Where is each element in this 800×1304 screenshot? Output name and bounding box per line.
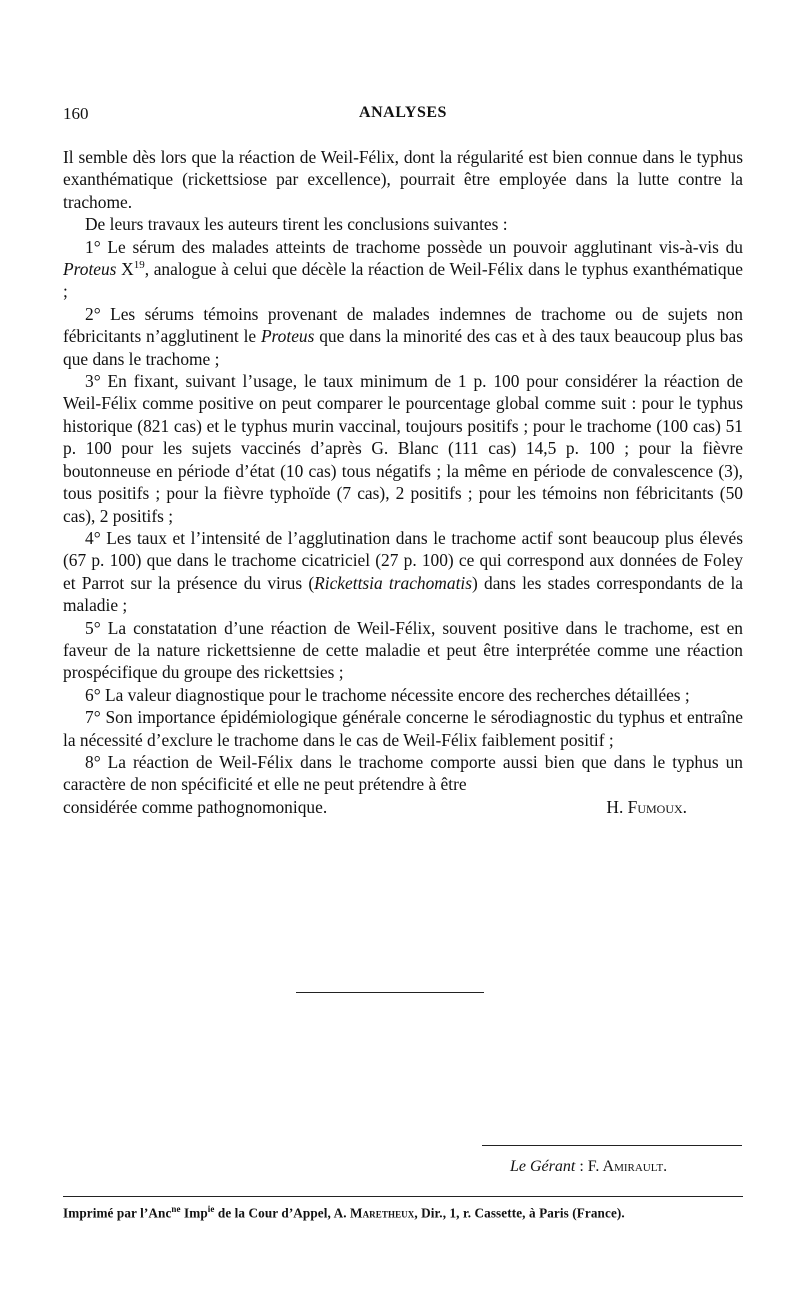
paragraph-conclusions-lead: De leurs travaux les auteurs tirent les conclusions suivantes :: [85, 214, 508, 235]
species-name: Proteus: [63, 259, 117, 280]
conclusion-item-1: 1° Le sérum des malades atteints de trachome possède un pouvoir agglutinant vis-à-vis du Proteus $X^{19}$, analogue à celui que décèle la réaction de Weil-Félix dans le typhus exanthématique ;: [63, 236, 743, 302]
printer-name: Maretheux: [350, 1205, 415, 1221]
conclusion-item-8-end: considérée comme pathognomonique.: [63, 796, 328, 817]
author-signature: H. Fumoux.: [606, 796, 687, 817]
conclusion-item-8: 8° La réaction de Weil-Félix dans le trachome comporte aussi bien que dans le typhus un caractère de non spécificité et elle ne peut prétendre à être: [63, 751, 743, 795]
conclusion-item-6: 6° La valeur diagnostique pour le trachome nécessite encore des recherches détaillées ;: [85, 684, 690, 705]
printer-imprint: Imprimé par l’Anc$^{ne}$ Imp$^{ie}$ de la Cour d’Appel, A. Maretheux, Dir., 1, r. Cassette, à Paris (France).: [63, 1204, 625, 1221]
page-number: 160: [63, 104, 89, 123]
conclusion-item-5: 5° La constatation d’une réaction de Weil-Félix, souvent positive dans le trachome, est en faveur de la nature rickettsienne de cette maladie et peut être interprétée comme une réaction prospécifique du groupe des rickettsies ;: [63, 617, 743, 683]
imprint-rule: [63, 1196, 743, 1197]
species-name: Rickettsia trachomatis: [314, 572, 472, 593]
paragraph-intro: Il semble dès lors que la réaction de Weil-Félix, dont la régularité est bien connue dans le typhus exanthématique (rickettsiose par excellence), pourrait être employée dans la lutte contre la trachome.: [63, 147, 743, 212]
gerant-rule: [482, 1145, 742, 1146]
signature-line: [63, 796, 743, 818]
conclusion-item-2: 2° Les sérums témoins provenant de malades indemnes de trachome ou de sujets non fébricitants n’agglutinent le Proteus que dans la minorité des cas et à des taux beaucoup plus bas que dans le trachome ;: [63, 303, 743, 369]
running-title: ANALYSES: [359, 104, 447, 121]
conclusion-item-3: 3° En fixant, suivant l’usage, le taux minimum de 1 p. 100 pour considérer la réaction de Weil-Félix comme positive on peut comparer le pourcentage global comme suit : pour le typhus historique (821 cas) et le typhus murin vaccinal, toujours positifs ; pour le trachome (100 cas) 51 p. 100 pour les sujets vaccinés d’après G. Blanc (111 cas) 14,5 p. 100 ; pour la fièvre boutonneuse en période d’état (10 cas) tous négatifs ; la même en période de convalescence (3), tous positifs ; pour la fièvre typhoïde (7 cas), 2 positifs ; pour les témoins non fébricitants (50 cas), 2 positifs ;: [63, 371, 743, 526]
gerant-line: Le Gérant : F. Amirault.: [510, 1158, 668, 1175]
section-divider: [296, 992, 484, 993]
article-body: [63, 146, 743, 818]
gerant-name: F. Amirault.: [587, 1158, 668, 1175]
conclusion-item-4: 4° Les taux et l’intensité de l’agglutination dans le trachome actif sont beaucoup plus élevés (67 p. 100) que dans le trachome cicatriciel (27 p. 100) ce qui correspond aux données de Foley et Parrot sur la présence du virus (Rickettsia trachomatis) dans les stades correspondants de la maladie ;: [63, 527, 743, 616]
page-header: [63, 104, 743, 130]
conclusion-item-7: 7° Son importance épidémiologique générale concerne le sérodiagnostic du typhus et entraîne la nécessité d’exclure le trachome dans le cas de Weil-Félix faiblement positif ;: [63, 707, 743, 750]
species-name: Proteus: [260, 326, 315, 347]
